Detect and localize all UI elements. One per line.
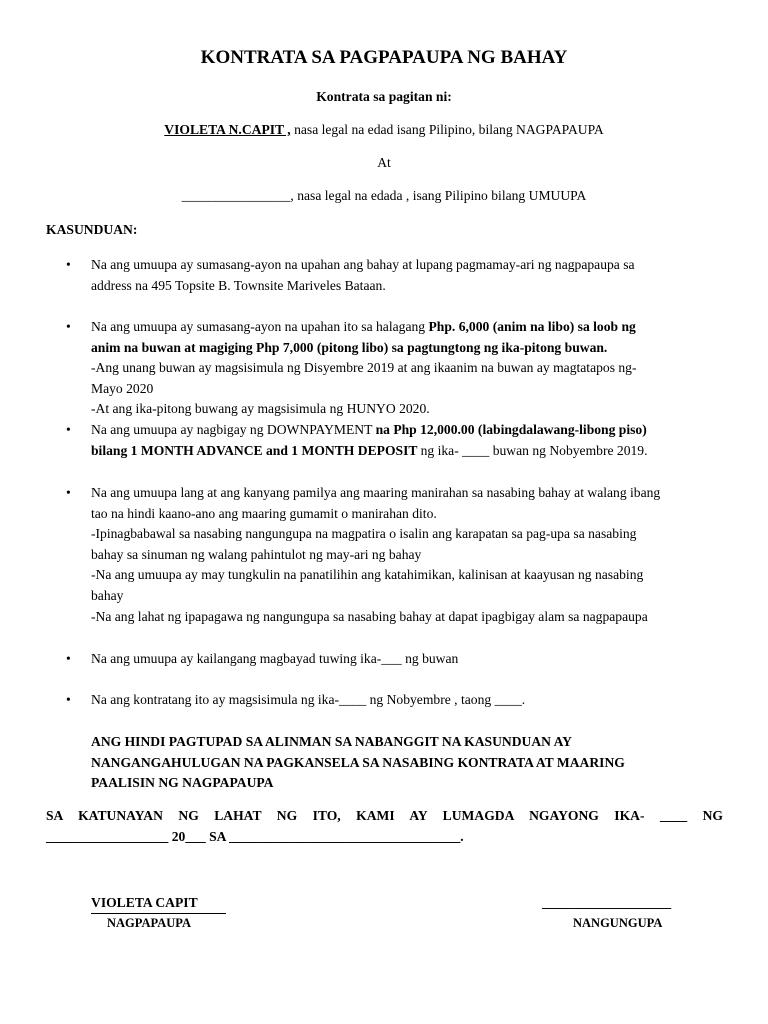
warning-line-2: NANGANGAHULUGAN NA PAGKANSELA SA NASABING KONTRATA AT MAARING <box>91 754 625 770</box>
warning-line-1: ANG HINDI PAGTUPAD SA ALINMAN SA NABANGGIT NA KASUNDUAN AY <box>91 734 573 749</box>
clause-2-line-1 <box>91 317 731 338</box>
clause-3-line-2-bold: bilang 1 MONTH ADVANCE and 1 MONTH DEPOSIT <box>91 442 421 458</box>
clause-2-line-3: -Ang unang buwan ay magsisimula ng Disyembre 2019 at ang ikaanim na buwan ay magtatapos ng- <box>91 360 637 376</box>
clause-4-line-6: bahay <box>91 587 124 603</box>
clause-4-line-3: -Ipinagbabawal sa nasabing nangungupa na magpatira o isalin ang karapatan sa pag-upa sa nasabing <box>91 526 637 542</box>
clause-4-line-2: tao na hindi kaano-ano ang maaring gumamit o manirahan dito. <box>91 505 437 521</box>
clause-4-line-7: -Na ang lahat ng ipapagawa ng nangungupa sa nasabing bahay at dapat ipagbigay alam sa nagpapaupa <box>91 608 648 624</box>
document-title: KONTRATA SA PAGPAPAUPA NG BAHAY <box>200 47 568 68</box>
clause-5 <box>66 649 726 670</box>
clause-5-line-1: Na ang umuupa ay kailangang magbayad tuwing ika-___ ng buwan <box>91 651 459 666</box>
clause-1-line-2: address na 495 Topsite B. Townsite Mariveles Bataan. <box>91 277 386 293</box>
conjunction: At <box>377 155 391 170</box>
clause-2-line-5: -At ang ika-pitong buwang ay magsisimula ng HUNYO 2020. <box>91 401 430 417</box>
bullet-icon: • <box>66 692 71 707</box>
witness-clause <box>46 806 723 847</box>
clause-3-line-2-plain: ng ika- ____ buwan ng Nobyembre 2019. <box>420 442 648 458</box>
kasunduan-heading: KASUNDUAN: <box>46 222 138 237</box>
clause-4 <box>66 483 726 627</box>
clause-2-line-2: anim na buwan at magiging Php 7,000 (pitong libo) sa pagtungtong ng ika-pitong buwan. <box>91 339 608 355</box>
clause-2-line-4: Mayo 2020 <box>91 380 154 396</box>
clause-6 <box>66 690 726 711</box>
lessor-signature-name: VIOLETA CAPIT <box>91 895 198 910</box>
bullet-icon: • <box>66 319 71 334</box>
lessee-signature-role: NANGUNGUPA <box>573 916 663 930</box>
warning-line-3: PAALISIN NG NAGPAPAUPA <box>91 775 274 791</box>
clause-3-line-1-plain: Na ang umuupa ay nagbigay ng DOWNPAYMENT <box>91 422 376 437</box>
bullet-icon: • <box>66 651 71 666</box>
lessee-blank: ________________ <box>181 188 291 203</box>
clause-1-line-1: Na ang umuupa ay sumasang-ayon na upahan ang bahay at lupang pagmamay-ari ng nagpapaupa sa <box>91 257 635 272</box>
clause-4-line-1: Na ang umuupa lang at ang kanyang pamilya ang maaring manirahan sa nasabing bahay at walang ibang <box>91 485 661 500</box>
clause-4-line-4: bahay sa sinuman ng walang pahintulot ng may-ari ng bahay <box>91 546 422 562</box>
bullet-icon: • <box>66 257 71 272</box>
clause-2-line-1-plain: Na ang umuupa ay sumasang-ayon na upahan ito sa halagang <box>91 319 429 334</box>
clause-4-line-5: -Na ang umuupa ay may tungkulin na panatilihin ang katahimikan, kalinisan at kaayusan ng nasabing <box>91 567 644 583</box>
witness-line-1: SA KATUNAYAN NG LAHAT NG ITO, KAMI AY LUMAGDA NGAYONG IKA- ____ NG <box>46 808 723 823</box>
lessee-description: , nasa legal na edada , isang Pilipino bilang UMUUPA <box>290 188 587 203</box>
lessor-name: VIOLETA N.CAPIT , <box>164 122 291 137</box>
bullet-icon: • <box>66 422 71 437</box>
clause-3 <box>66 420 726 461</box>
clause-2-line-1-bold: Php. 6,000 (anim na libo) sa loob ng <box>428 319 636 334</box>
document-subtitle: Kontrata sa pagitan ni: <box>316 89 452 104</box>
lessor-signature-role: NAGPAPAUPA <box>107 916 192 930</box>
lessor-line <box>0 120 768 141</box>
lessor-description: nasa legal na edad isang Pilipino, bilang NAGPAPAUPA <box>290 122 604 137</box>
clause-3-line-2 <box>91 441 731 462</box>
clause-2 <box>66 317 726 420</box>
clause-6-line-1: Na ang kontratang ito ay magsisimula ng ika-____ ng Nobyembre , taong ____. <box>91 692 526 707</box>
clause-1 <box>66 255 726 296</box>
witness-line-2: __________________ 20___ SA __________________________________. <box>46 828 464 844</box>
clause-3-line-1 <box>91 420 731 441</box>
lessee-line <box>0 186 768 207</box>
bullet-icon: • <box>66 485 71 500</box>
warning-paragraph <box>91 732 731 794</box>
clause-3-line-1-bold: na Php 12,000.00 (labingdalawang-libong piso) <box>375 422 647 437</box>
lessee-signature-blank: ___________________ <box>542 895 672 910</box>
